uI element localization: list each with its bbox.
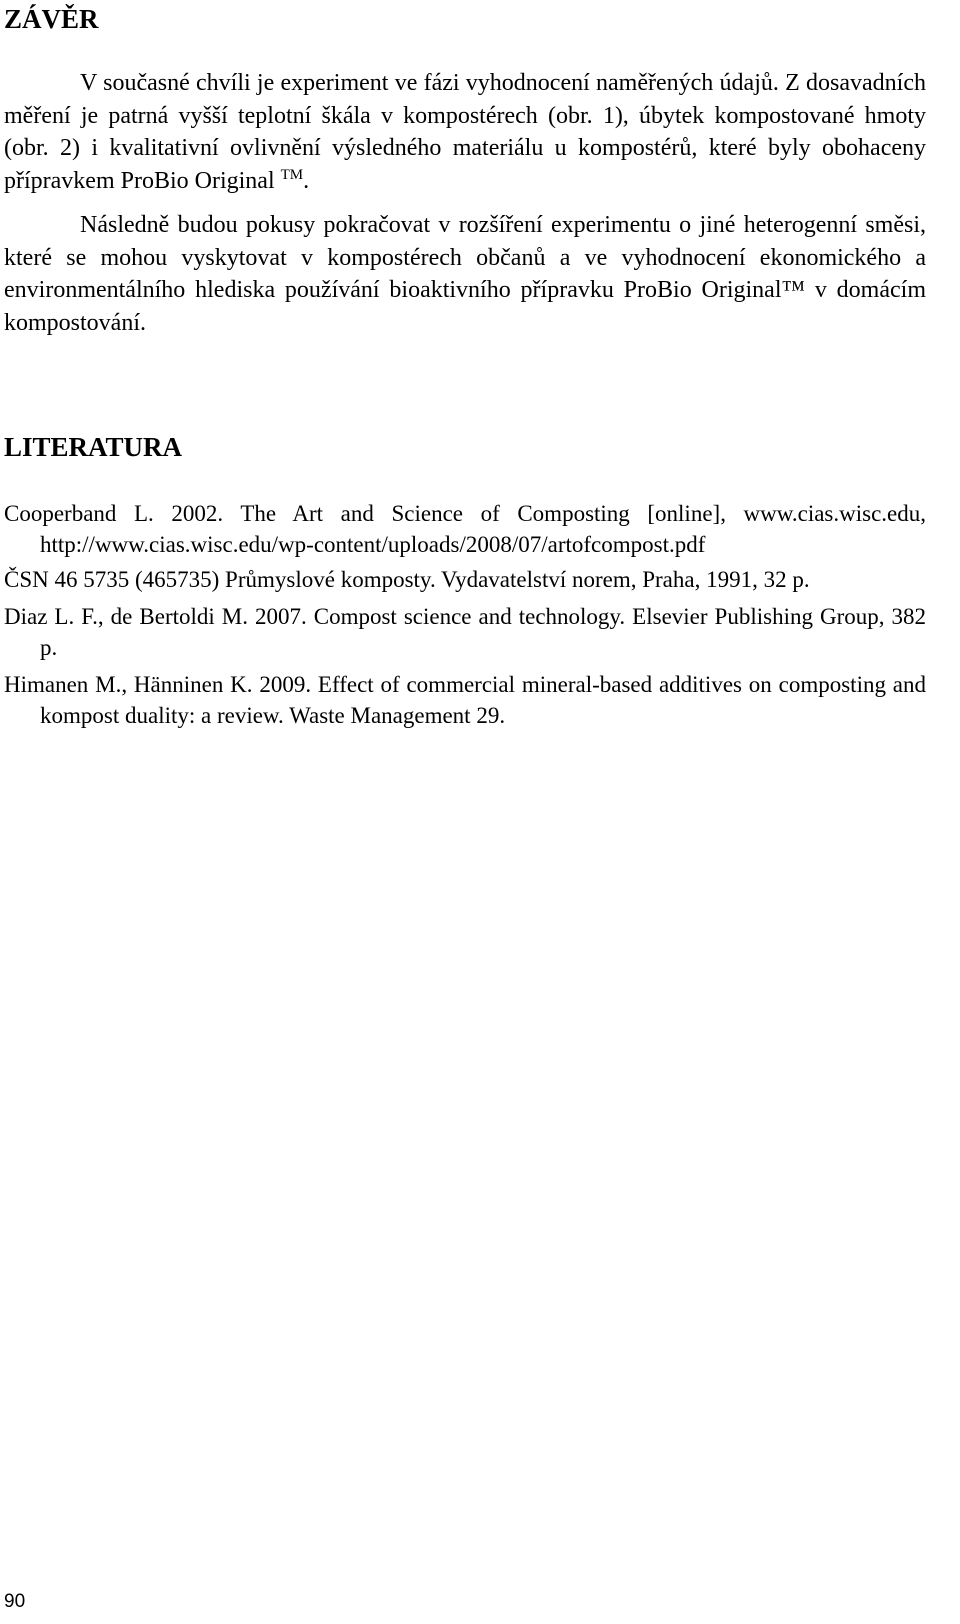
reference-item: ČSN 46 5735 (465735) Průmyslové komposty. Vydavatelství norem, Praha, 1991, 32 p. — [4, 567, 810, 592]
reference-list — [4, 498, 926, 735]
paragraph-1-text: V současné chvíli je experiment ve fázi vyhodnocení naměřených údajů. Z dosavadních měření je patrná vyšší teplotní škála v kompostérech (obr. 1), úbytek kompostované hmoty (obr. 2) i kvalitativní ovlivnění výsledného materiálu u kompostérů, které byly obohaceny přípravkem ProBio Original — [4, 70, 926, 194]
paragraph-1-end: . — [303, 167, 310, 194]
conclusion-paragraph-1 — [4, 67, 926, 197]
reference-item: Himanen M., Hänninen K. 2009. Effect of commercial mineral-based additives on composting and kompost duality: a review. Waste Management 29. — [4, 672, 926, 728]
reference-item: Cooperband L. 2002. The Art and Science of Composting [online], www.cias.wisc.edu, http://www.cias.wisc.edu/wp-content/uploads/2008/07/artofcompost.pdf — [4, 501, 926, 557]
literature-heading: LITERATURA — [4, 432, 183, 462]
conclusion-heading: ZÁVĚR — [4, 4, 99, 34]
reference-item: Diaz L. F., de Bertoldi M. 2007. Compost science and technology. Elsevier Publishing Group, 382 p. — [4, 604, 926, 660]
conclusion-paragraph-2: Následně budou pokusy pokračovat v rozšíření experimentu o jiné heterogenní směsi, které se mohou vyskytovat v kompostérech občanů a ve vyhodnocení ekonomického a environmentálního hlediska používání bioaktivního přípravku ProBio Original™ v domácím kompostování. — [4, 212, 926, 336]
page-number: 90 — [4, 1591, 26, 1612]
trademark-superscript: TM — [280, 166, 304, 183]
